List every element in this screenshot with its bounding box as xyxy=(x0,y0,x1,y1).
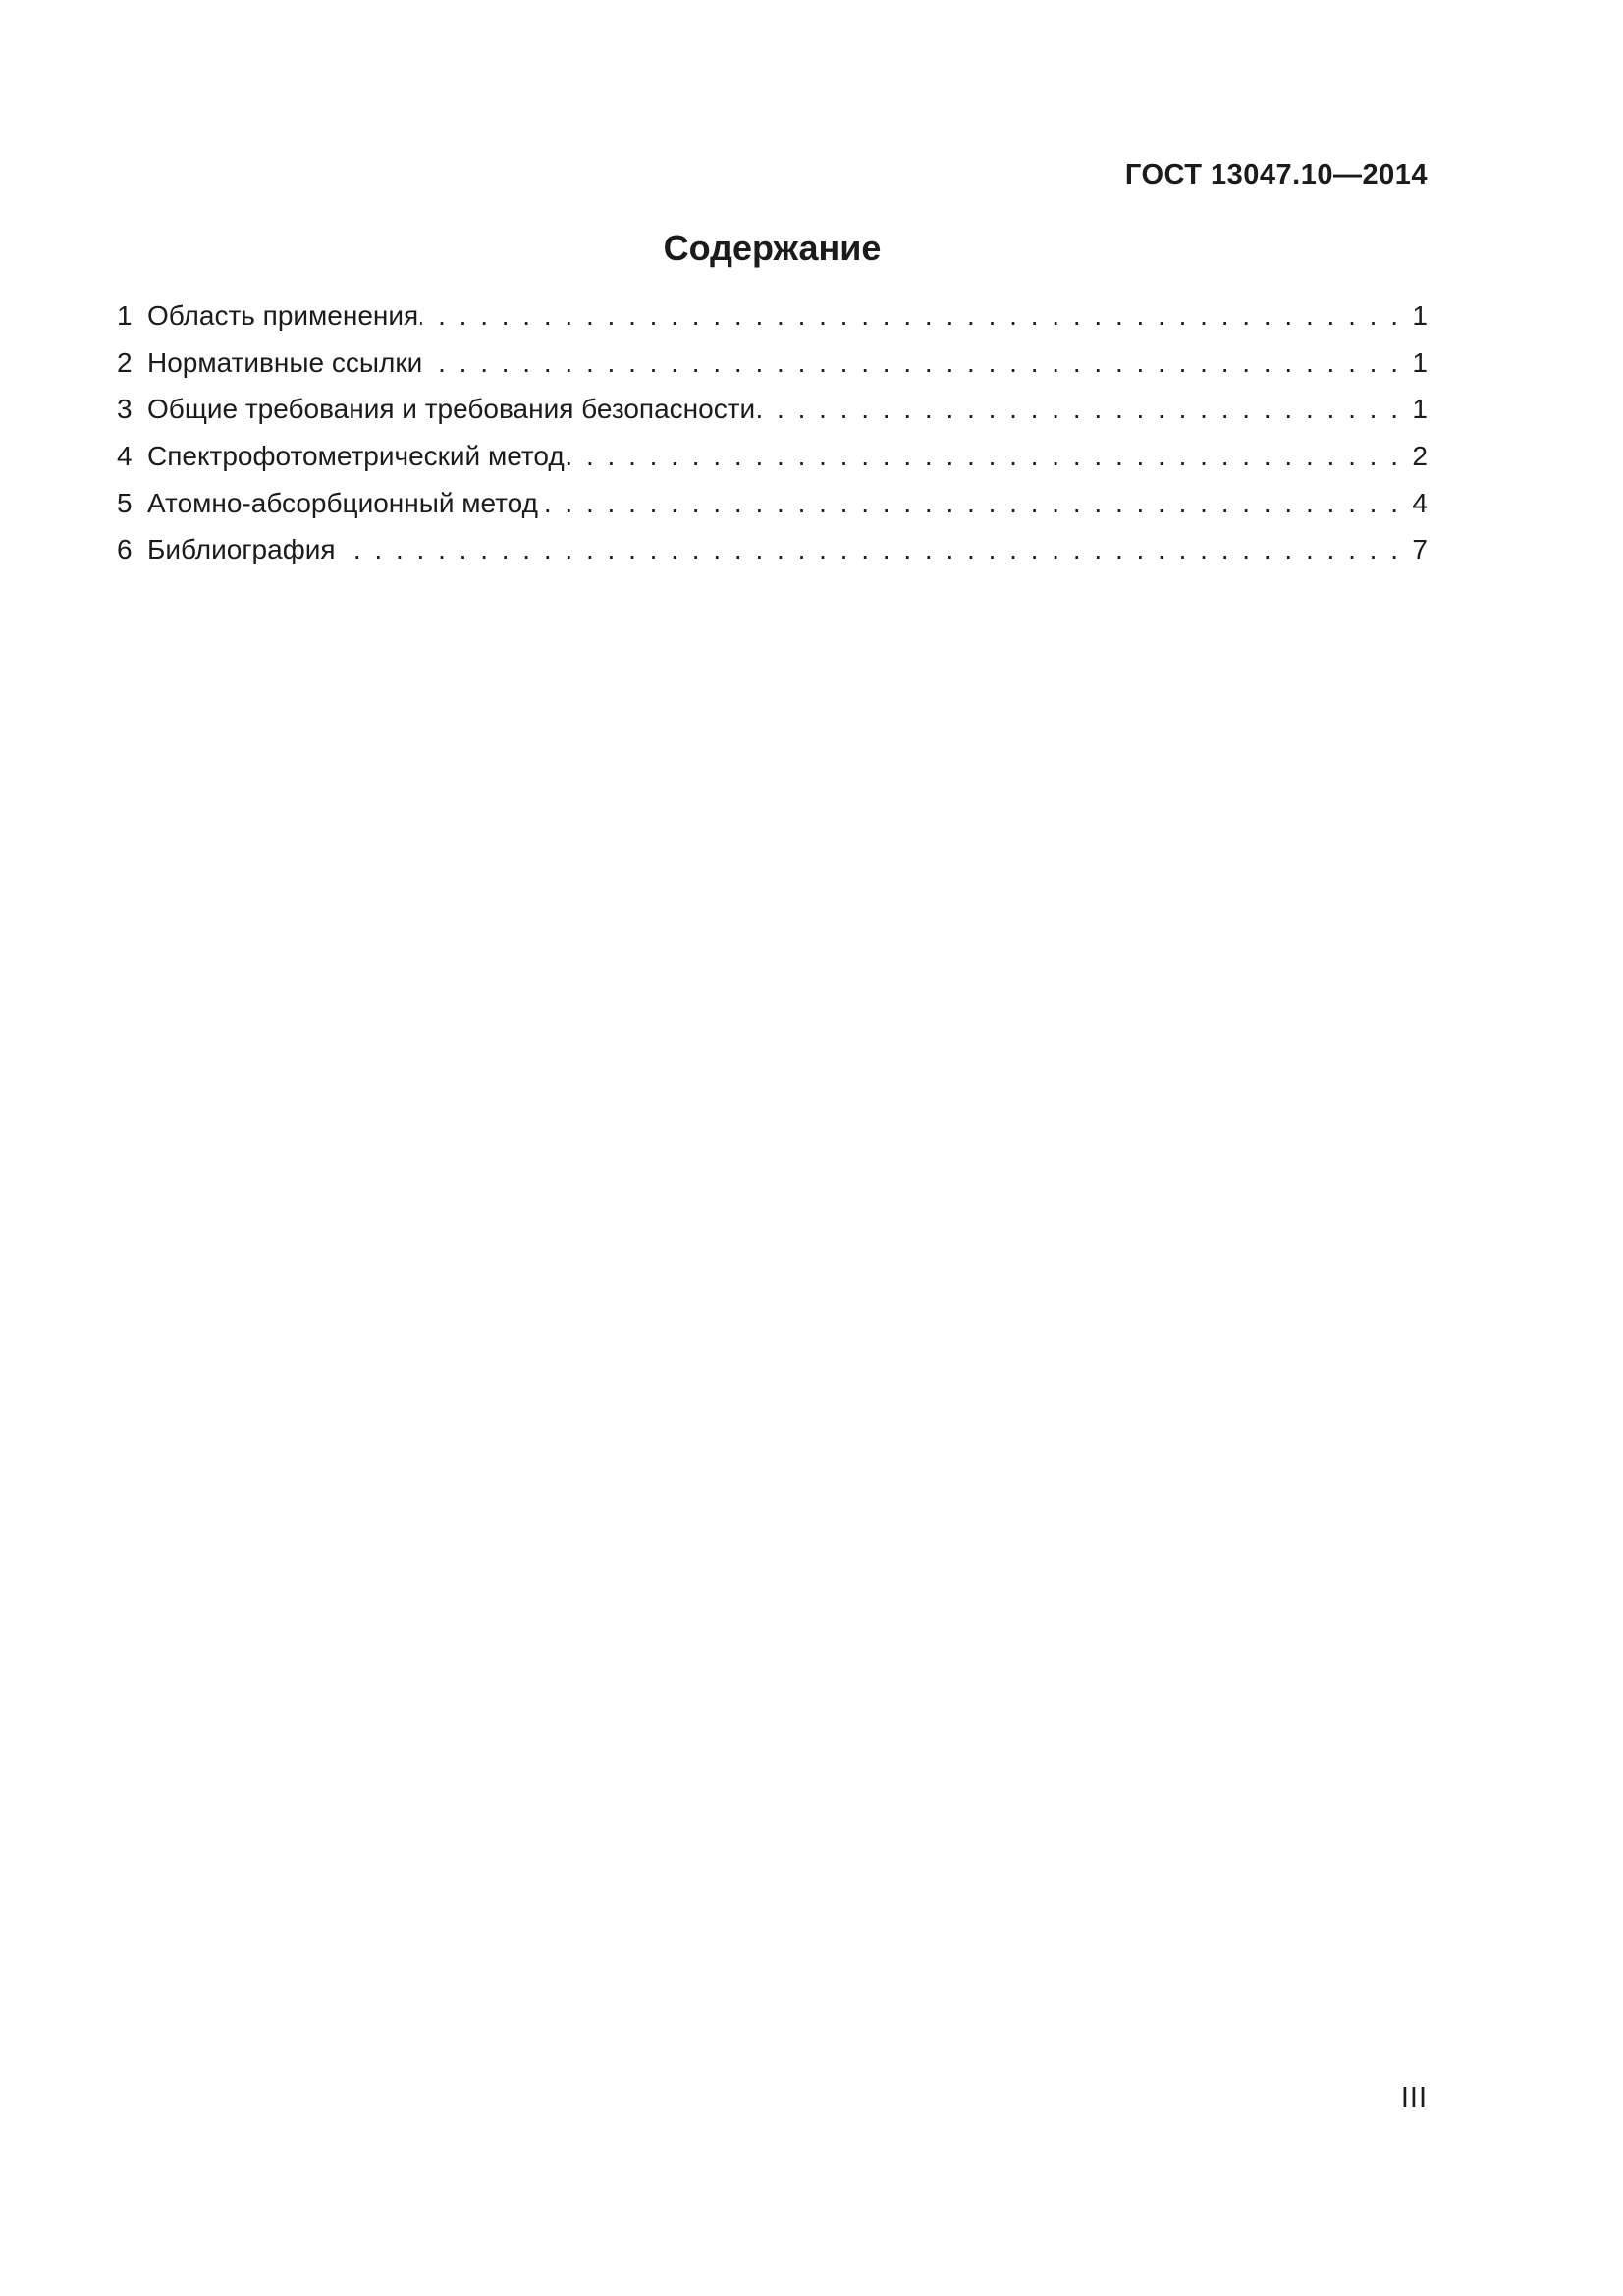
toc-leader-dots xyxy=(757,394,1401,425)
toc-row xyxy=(117,441,1428,488)
toc-leader-dots xyxy=(540,488,1401,519)
toc-item-number: 2 xyxy=(117,347,133,378)
document-number: ГОСТ 13047.10—2014 xyxy=(1124,159,1428,190)
toc-item-number: 5 xyxy=(117,487,133,518)
toc-leader-dots xyxy=(338,534,1401,565)
toc-item-number: 1 xyxy=(117,300,133,331)
toc-leader-dots xyxy=(424,347,1401,379)
toc-row xyxy=(117,488,1428,535)
toc-item-label: Общие требования и требования безопасности xyxy=(147,394,756,425)
toc-title: Содержание xyxy=(663,228,882,268)
toc-row xyxy=(117,394,1428,441)
toc-item-page: 1 xyxy=(1412,300,1428,331)
toc-item-label: Нормативные ссылки xyxy=(147,347,423,378)
toc-item-page: 1 xyxy=(1412,394,1428,425)
toc-row xyxy=(117,534,1428,581)
toc-row xyxy=(117,347,1428,395)
toc-item-number: 3 xyxy=(117,394,133,425)
toc-item-page: 4 xyxy=(1412,487,1428,518)
toc-item-page: 1 xyxy=(1412,347,1428,378)
toc-item-label: Область применения xyxy=(147,300,419,331)
toc-leader-dots xyxy=(420,300,1401,332)
page-number-folio: III xyxy=(1400,2082,1428,2113)
toc-item-number: 4 xyxy=(117,441,133,472)
toc-item-label: Библиография xyxy=(147,534,336,565)
toc-item-number: 6 xyxy=(117,534,133,565)
toc-item-label: Спектрофотометрический метод xyxy=(147,441,565,472)
toc-row xyxy=(117,300,1428,347)
toc-item-page: 2 xyxy=(1412,441,1428,472)
toc-list xyxy=(117,300,1428,581)
toc-item-label: Атомно-абсорбционный метод xyxy=(147,487,538,518)
toc-leader-dots xyxy=(567,441,1401,472)
toc-item-page: 7 xyxy=(1412,534,1428,565)
